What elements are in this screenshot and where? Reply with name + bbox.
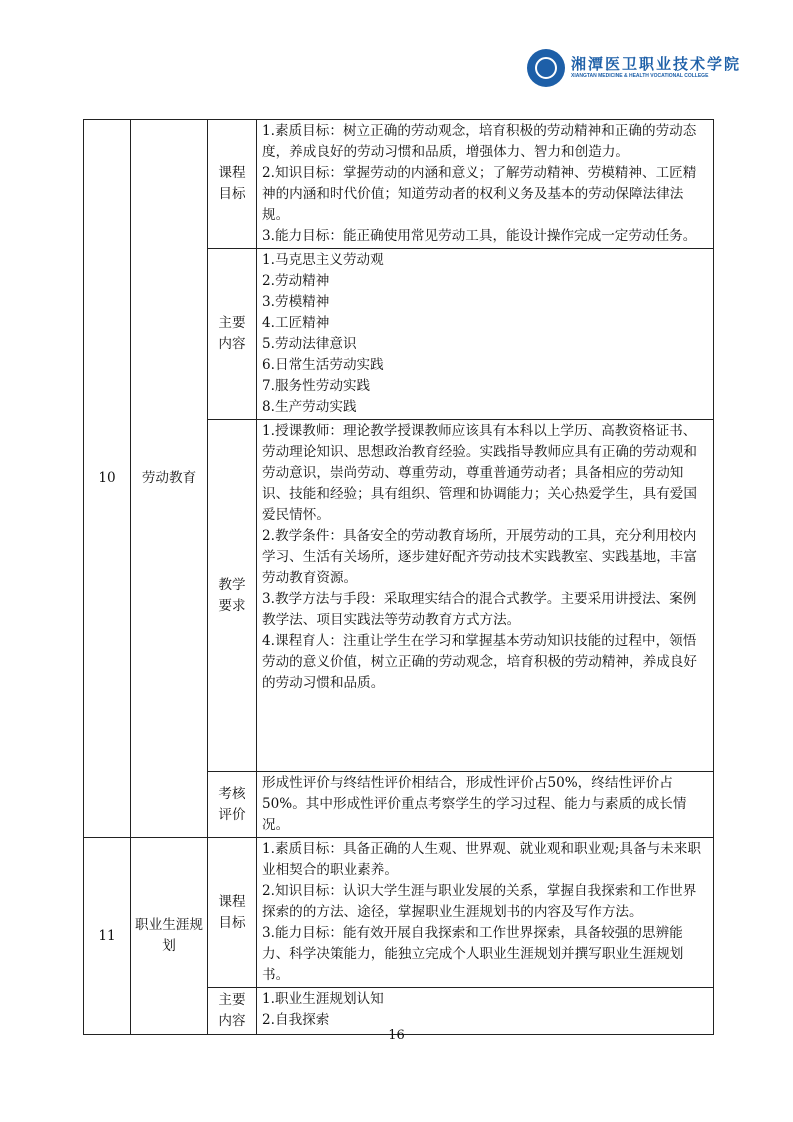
table-row [84, 838, 714, 988]
content-paragraph: 1.授课教师：理论教学授课教师应该具有本科以上学历、高教资格证书、劳动理论知识、思想政治教育经验。实践指导教师应具有正确的劳动观和劳动意识，崇尚劳动、尊重劳动，尊重普通劳动者；具备相应的劳动知识、技能和经验；具有组织、管理和协调能力；关心热爱学生，具有爱国爱民情怀。 [262, 423, 697, 523]
content-paragraph: 7.服务性劳动实践 [262, 378, 371, 394]
course-table [83, 119, 714, 1035]
content-paragraph: 2.知识目标：认识大学生涯与职业发展的关系，掌握自我探索和工作世界探索的的方法、途径，掌握职业生涯规划书的内容及写作方法。 [262, 883, 697, 920]
content-paragraph: 5.劳动法律意识 [262, 336, 357, 352]
content-paragraph: 4.课程育人：注重让学生在学习和掌握基本劳动知识技能的过程中，领悟劳动的意义价值，树立正确的劳动观念，培育积极的劳动精神，养成良好的劳动习惯和品质。 [262, 633, 697, 691]
content-paragraph: 2.知识目标：掌握劳动的内涵和意义；了解劳动精神、劳模精神、工匠精神的内涵和时代价值；知道劳动者的权利义务及基本的劳动保障法律法规。 [262, 165, 697, 223]
section-label: 课程目标 [208, 120, 257, 249]
content-paragraph: 8.生产劳动实践 [262, 399, 357, 415]
content-paragraph: 2.教学条件：具备安全的劳动教育场所，开展劳动的工具，充分利用校内学习、生活有关场所，逐步建好配齐劳动技术实践教室、实践基地，丰富劳动教育资源。 [262, 528, 697, 586]
section-label: 课程目标 [208, 838, 257, 988]
college-seal-icon [527, 49, 565, 87]
logo-english-name: XIANGTAN MEDICINE & HEALTH VOCATIONAL COLLEGE [571, 73, 709, 79]
content-paragraph: 3.能力目标：能有效开展自我探索和工作世界探索，具备较强的思辨能力、科学决策能力，能独立完成个人职业生涯规划并撰写职业生涯规划书。 [262, 925, 684, 983]
content-paragraph: 1.素质目标：树立正确的劳动观念，培育积极的劳动精神和正确的劳动态度，养成良好的劳动习惯和品质，增强体力、智力和创造力。 [262, 123, 697, 160]
content-paragraph: 3.能力目标：能正确使用常见劳动工具，能设计操作完成一定劳动任务。 [262, 228, 697, 244]
table-row [84, 120, 714, 249]
content-paragraph: 1.素质目标：具备正确的人生观、世界观、就业观和职业观;具备与未来职业相契合的职业素养。 [262, 841, 701, 878]
content-paragraph: 2.自我探索 [262, 1012, 330, 1028]
course-name: 劳动教育 [131, 120, 208, 838]
section-content [257, 420, 714, 772]
content-paragraph: 4.工匠精神 [262, 315, 330, 331]
content-paragraph: 1.马克思主义劳动观 [262, 252, 384, 268]
content-paragraph: 6.日常生活劳动实践 [262, 357, 384, 373]
section-content [257, 838, 714, 988]
section-content [257, 120, 714, 249]
section-label: 考核评价 [208, 772, 257, 838]
content-paragraph: 3.劳模精神 [262, 294, 330, 310]
section-content [257, 772, 714, 838]
content-paragraph: 3.教学方法与手段：采取理实结合的混合式教学。主要采用讲授法、案例教学法、项目实践法等劳动教育方式方法。 [262, 591, 697, 628]
content-paragraph: 形成性评价与终结性评价相结合，形成性评价占50%，终结性评价占50%。其中形成性评价重点考察学生的学习过程、能力与素质的成长情况。 [262, 775, 687, 833]
section-label: 主要内容 [208, 988, 257, 1035]
row-number: 10 [84, 120, 131, 838]
content-paragraph: 1.职业生涯规划认知 [262, 991, 384, 1007]
college-logo [527, 49, 741, 87]
section-label: 主要内容 [208, 249, 257, 420]
logo-chinese-name: 湘潭医卫职业技术学院 [571, 55, 742, 73]
course-name: 职业生涯规划 [131, 838, 208, 1035]
section-content [257, 249, 714, 420]
row-number: 11 [84, 838, 131, 1035]
content-paragraph: 2.劳动精神 [262, 273, 330, 289]
page-number: 16 [388, 1028, 405, 1043]
section-label: 教学要求 [208, 420, 257, 772]
